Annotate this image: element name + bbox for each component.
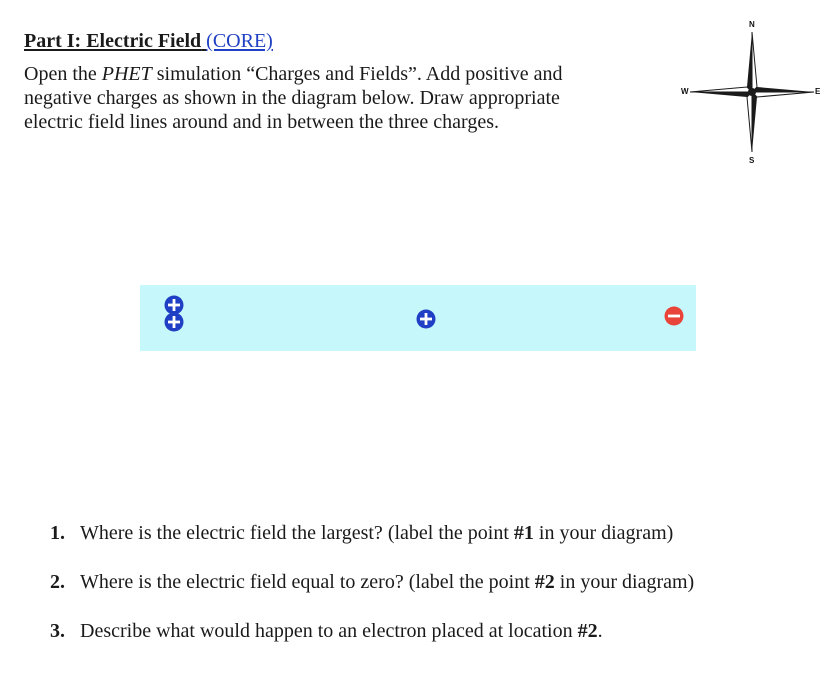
instructions-line-2: negative charges as shown in the diagram below. Draw appropriate — [24, 87, 560, 109]
section-title — [24, 30, 273, 53]
phet-name: PHET — [101, 63, 152, 85]
instructions-line-1-start: Open the — [24, 63, 102, 85]
question-text-end: in your diagram) — [533, 522, 674, 544]
core-tag: (CORE) — [206, 30, 273, 52]
question-item — [50, 620, 603, 646]
point-label: #2 — [534, 571, 555, 593]
compass-north-label: N — [749, 20, 755, 29]
instructions-line-1-end: simulation “Charges and Fields”. Add positive and — [151, 63, 563, 85]
negative-charge-icon — [664, 306, 684, 326]
compass-rose — [678, 18, 826, 166]
section-title-text: Part I: Electric Field — [24, 30, 202, 52]
instructions-line-3: electric field lines around and in between the three charges. — [24, 111, 499, 133]
point-label: #2 — [577, 620, 598, 642]
question-item — [50, 571, 694, 597]
compass-star-icon — [678, 18, 826, 166]
point-label: #1 — [513, 522, 534, 544]
question-number: 3. — [50, 620, 65, 642]
compass-south-label: S — [749, 156, 755, 165]
instructions-paragraph — [24, 62, 624, 134]
question-text: Where is the electric field equal to zero? (label the point — [80, 571, 535, 593]
compass-west-label: W — [681, 87, 689, 96]
question-number: 1. — [50, 522, 65, 544]
question-item — [50, 522, 673, 548]
compass-east-label: E — [815, 87, 821, 96]
question-text: Describe what would happen to an electron placed at location — [80, 620, 578, 642]
positive-charge-icon — [416, 309, 436, 329]
instructions-line-1 — [24, 62, 624, 86]
charge-diagram — [140, 285, 696, 351]
question-text: Where is the electric field the largest? (label the point — [80, 522, 514, 544]
question-text-end: . — [597, 620, 603, 642]
question-number: 2. — [50, 571, 65, 593]
question-text-end: in your diagram) — [554, 571, 695, 593]
positive-charge-icon — [164, 312, 184, 332]
